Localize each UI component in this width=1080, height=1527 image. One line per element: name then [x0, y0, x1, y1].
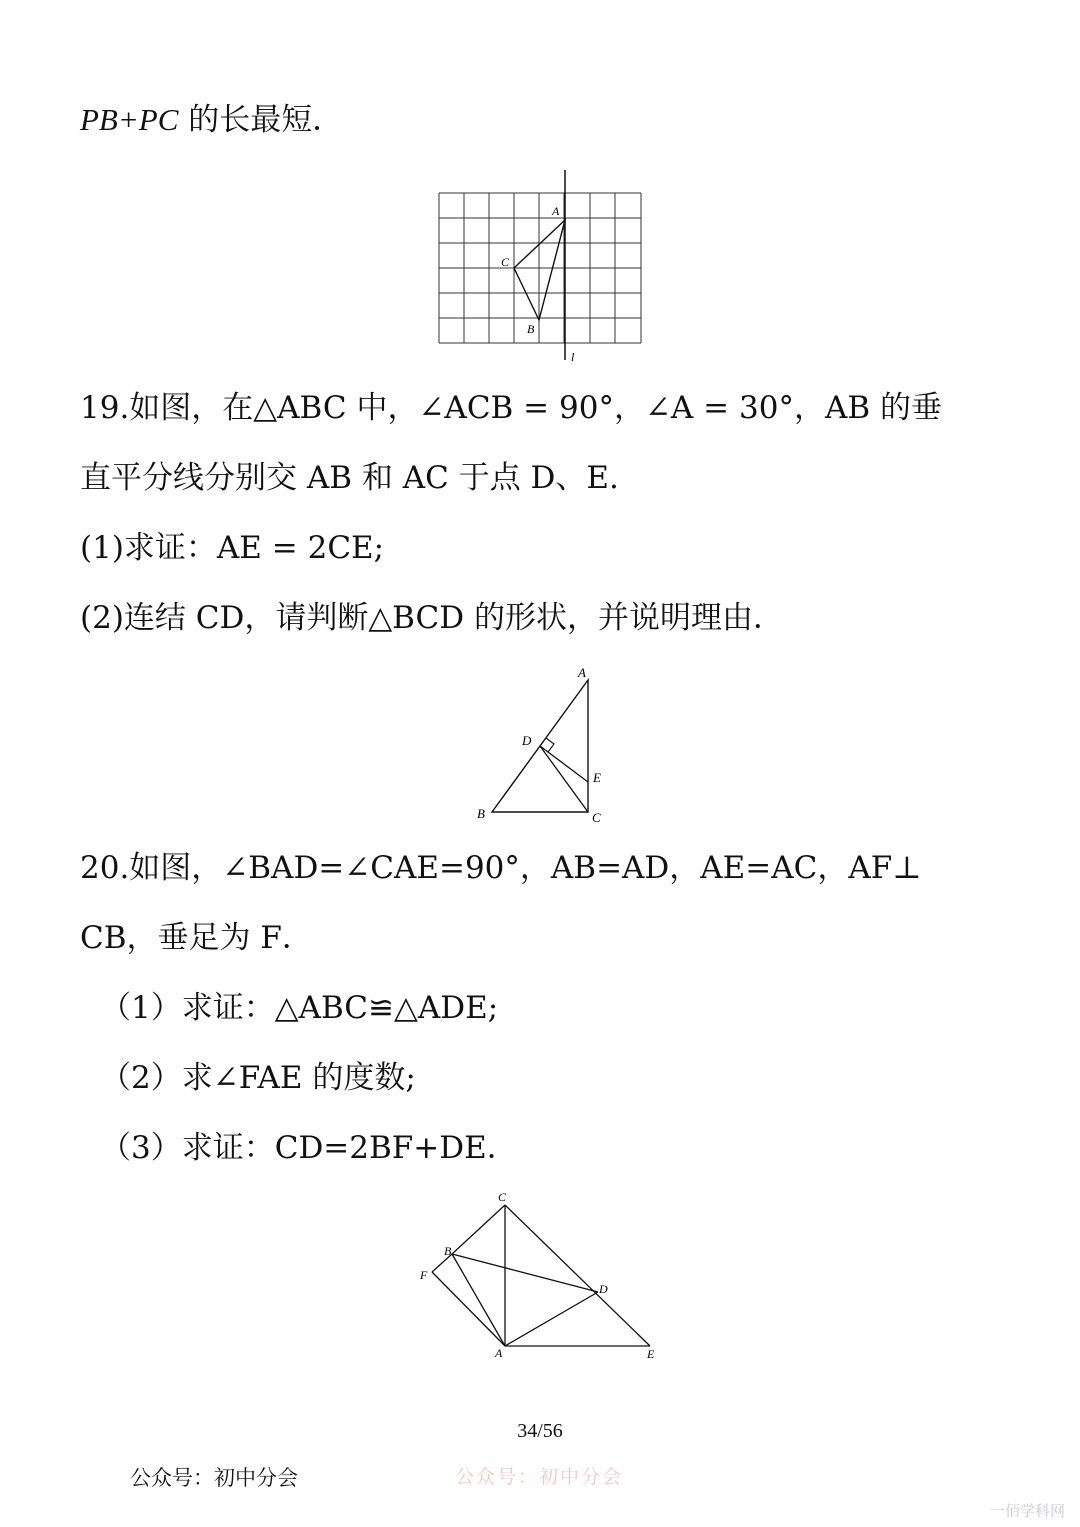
label-f: F [420, 1268, 428, 1282]
label-a: A [495, 1346, 503, 1360]
segment-cb [452, 1205, 505, 1254]
label-d: D [599, 1282, 608, 1296]
label-a: A [578, 665, 586, 680]
corner-watermark: 一佰学科网 [990, 1502, 1066, 1520]
figure-grid-triangle [430, 170, 650, 370]
label-e: E [593, 770, 601, 785]
segment-ad [505, 1292, 598, 1346]
segment-bd [452, 1254, 598, 1292]
figure-congruent-triangles [410, 1185, 670, 1365]
q19-line1: 19.如图，在△ABC 中，∠ACB = 90°，∠A = 30°，AB 的垂 [80, 390, 942, 426]
label-e: E [647, 1347, 655, 1361]
segment-ce [505, 1205, 650, 1346]
figure-right-triangle [470, 660, 610, 830]
top-line-text: 的长最短． [178, 102, 344, 138]
label-c: C [498, 1190, 507, 1204]
q20-line2: CB，垂足为 F． [80, 920, 313, 956]
label-c: C [501, 255, 510, 269]
segment-dc [540, 746, 588, 812]
q20-part1: （1）求证：△ABC≌△ADE; [100, 990, 499, 1026]
label-b: B [477, 806, 485, 821]
grid-lines [439, 193, 641, 343]
q19-part1: (1)求证：AE = 2CE; [80, 530, 385, 566]
right-angle-mark [546, 738, 554, 752]
label-a: A [552, 204, 560, 218]
top-line-expression: PB+PC [80, 102, 179, 137]
footer-watermark: 公众号：初中分会 [455, 1466, 624, 1488]
q19-line2: 直平分线分别交 AB 和 AC 于点 D、E. [80, 460, 619, 496]
q20-part2: （2）求∠FAE 的度数; [100, 1060, 416, 1096]
label-l: l [571, 350, 575, 364]
label-b: B [444, 1244, 452, 1258]
label-d: D [522, 733, 532, 748]
page-number: 34/56 [517, 1420, 563, 1442]
top-line [80, 100, 343, 140]
q20-part3: （3）求证：CD=2BF+DE． [100, 1130, 518, 1166]
footer-account: 公众号：初中分会 [130, 1466, 298, 1490]
label-c: C [592, 810, 601, 825]
segment-de [540, 746, 588, 782]
q20-line1: 20.如图，∠BAD=∠CAE=90°，AB=AD，AE=AC，AF⊥ [80, 850, 922, 886]
q19-part2: (2)连结 CD，请判断△BCD 的形状，并说明理由． [80, 600, 784, 636]
label-b: B [527, 322, 535, 336]
